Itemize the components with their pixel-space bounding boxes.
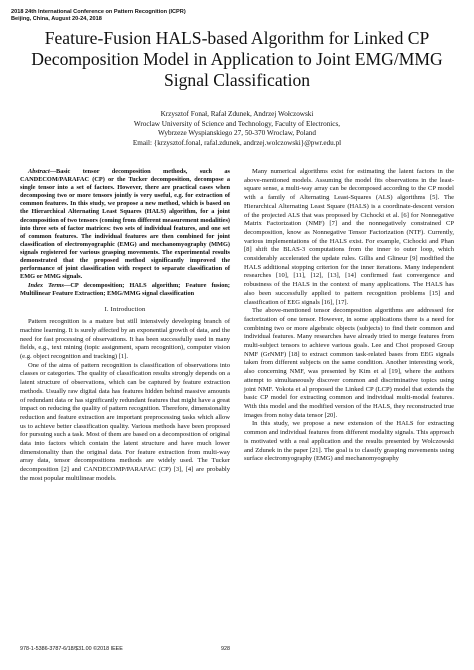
index-terms [20,282,230,298]
intro-paragraph-1: Pattern recognition is a mature but still intensively developing branch of machine learning. It is surely affected by an exponential growth of data, and the need for fast processing of observations. It has been successfully used in many fields, e.g., text mining (topic assignment, spam recognition), computer vision (e.g. object recognition and tracking) [1]. [20,318,230,361]
left-column [20,168,230,484]
affiliation-line-1: Wroclaw University of Science and Technology, Faculty of Electronics, [133,119,341,128]
abstract [20,168,230,281]
index-terms-label: Index Terms [28,282,65,290]
intro-paragraph-2: One of the aims of pattern recognition is classification of observations into classes or categories. The quality of classification results strongly depends on a latent structure of observations, which can be captured by feature extraction methods. Usually raw digital data has features hidden behind massive amounts of redundant data or has significantly redundant features that might have a great impact on reducing the quality of pattern recognition. Therefore, dimensionality reduction and feature extraction are important preprocessing tasks which allow us to achieve better classification quality. Various methods have been proposed for pursuing such a task. Most of them are based on a decomposition of original data into factors which contain the latent structure and have much lower dimensionality than the original data. For feature extraction from multi-way array data, tensor decompositions methods are widely used. The Tucker decomposition [2] and CANDECOMP/PARAFAC (CP) [3], [4] are probably the most popular multilinear models. [20,361,230,482]
index-terms-text: —CP decomposition; HALS algorithm; Feature fusion; Multilinear Feature Extraction; EMG/MMG signal classification [20,282,231,298]
abstract-label: Abstract [28,168,50,175]
right-paragraph-3: In this study, we propose a new extension of the HALS for extracting common and individual features from different modality signals. This approach is motivated with a real application and the results presented by Wolczowski and Zdunek in the paper [21]. The goal is to classify grasping movements using surface electromyography (EMG) and mechanomyography [244,420,454,463]
page-number: 928 [221,646,230,652]
affiliation-line-2: Wybrzeze Wyspianskiego 27, 50-370 Wroclaw, Poland [158,129,316,138]
section-heading: I. Introduction [104,305,146,313]
copyright-footer: 978-1-5386-3787-6/18/$31.00 ©2018 IEEE [20,646,123,652]
right-paragraph-2: The above-mentioned tensor decomposition algorithms are addressed for factorization of one tensor. However, in some applications there is a need for combining two or more algebraic objects (subjects) to find their common and individual features. Many researches have already tried to merge features from multi-subject tensors to achieve various goals. Lee and Choi proposed Group NMF (GrNMF) [18] to extract common task-related bases from EEG signals taken from different subjects on the same condition. Another interesting work, also concerning NMF, was presented by Kim et al [19], where the authors attempt to simultaneously discover common and discriminative topics using joint NMF. Yokota et al proposed the Linked CP (LCP) model that extends the basic CP model for extracting common and individual multi-modal features. With this model and the modified version of the HALS, they reconstructed true images from noisy data tensor [20]. [244,307,454,419]
conference-name: 2018 24th International Conference on Pattern Recognition (ICPR) [11,9,186,15]
author-block [40,110,434,148]
author-email: Email: {krzysztof.fonal, rafal.zdunek, andrzej.wolczowski}@pwr.edu.pl [132,138,342,147]
paper-title: Feature-Fusion HALS-based Algorithm for Linked CP Decomposition Model in Application to Joint EMG/MMG Signal Classification [31,28,443,90]
abstract-text: —Basic tensor decomposition methods, such as CANDECOM/PARAFAC (CP) or the Tucker decomposition, decompose a single tensor into a set of factors. However, there are practical cases when decomposing two or more tensors jointly is very useful, e.g. for extraction of common features. In this study, we propose a new method, which is based on the Hierarchical Alternating Least Squares (HALS) algorithm, for a joint decomposition of two tensors (coming from different measurement modalities) into three sets of factor matrices: two sets of individual features, and one set of common features. The individual features are then combined for joint classification of electromyographic (EMG) and mechanomyography (MMG) signals registered for various grasping movements. The experimental results demonstrated that the proposed method significantly improved the performance of joint classification with respect to separate classification of EMG or MMG signals. [20,168,230,281]
author-names: Krzysztof Fonał, Rafał Zdunek, Andrzej Wołczowski [160,110,314,118]
conference-location: Beijing, China, August 20-24, 2018 [11,16,102,23]
right-column [244,168,454,464]
conference-header [11,9,186,24]
right-paragraph-1: Many numerical algorithms exist for estimating the latent factors in the above-mentioned models. Assuming the model fits observations in the least-square sense, a multi-way array can be decomposed according to the CP model with a family of Alternating Least-Squares (ALS) algorithms [5]. The Hierarchical Alternating Least Square (HALS) is a coordinate-descent version of the projected ALS that was proposed by Cichocki et al. [6] for Nonnegative Matrix Factorization (NMF) [7] and the nonnegatively constrained CP decomposition, know as Nonnegative Tensor Factorization (NTF). Currently, various implementations of the HALS exist. For example, Cichocki and Phan [8] shift the BLAS-3 computations from the inner to outer loop, which considerably accelerated the update rules. Gillis and Glineur [9] modified the HALS additional stopping criterion for the inner iterations. Many independent researches [10], [11], [12], [13], [14] confirmed fast convergence and robustness of the HALS in the context of many applications. The HALS has also been successfully applied to pattern recognition problems [15] and classification of EEG signals [16], [17]. [244,168,454,306]
